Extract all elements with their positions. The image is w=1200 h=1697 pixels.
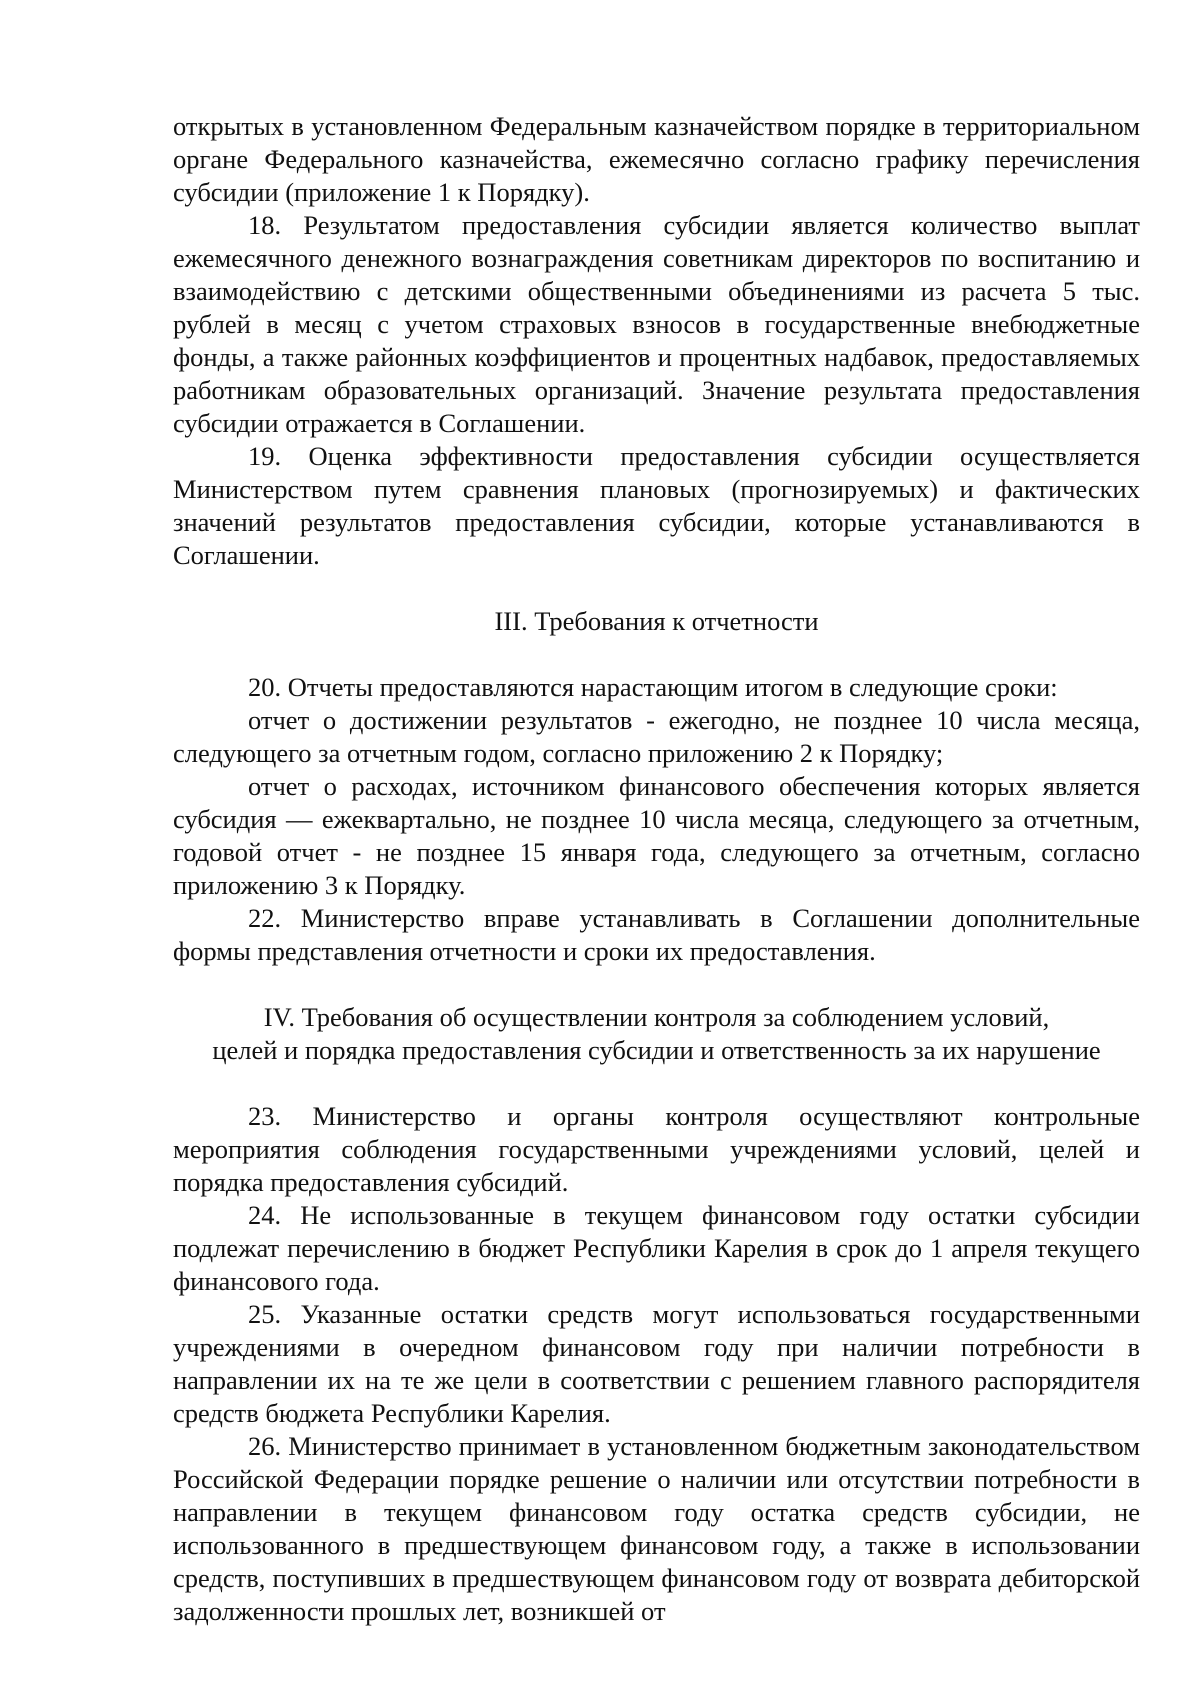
paragraph-19: 19. Оценка эффективности предоставления субсидии осуществляется Министерством путем сравнения плановых (прогнозируемых) и фактических значений результатов предоставления субсидии, которые устанавливаются в Соглашении. bbox=[173, 441, 1140, 570]
paragraph-25: 25. Указанные остатки средств могут использоваться государственными учреждениями в очередном финансовом году при наличии потребности в направлении их на те же цели в соответствии с решением главного распорядителя средств бюджета Республики Карелия. bbox=[173, 1299, 1140, 1428]
paragraph-18: 18. Результатом предоставления субсидии является количество выплат ежемесячного денежного вознаграждения советникам директоров по воспитанию и взаимодействию с детскими общественными объединениями из расчета 5 тыс. рублей в месяц с учетом страховых взносов в государственные внебюджетные фонды, а также районных коэффициентов и процентных надбавок, предоставляемых работникам образовательных организаций. Значение результата предоставления субсидии отражается в Соглашении. bbox=[173, 210, 1140, 438]
section-4-title bbox=[173, 1001, 1140, 1067]
spacer bbox=[173, 572, 1140, 605]
section-3-title: III. Требования к отчетности bbox=[494, 606, 819, 636]
paragraph-20: 20. Отчеты предоставляются нарастающим итогом в следующие сроки: bbox=[248, 672, 1058, 702]
paragraph-20-expenses-report: отчет о расходах, источником финансового обеспечения которых является субсидия — ежеквартально, не позднее 10 числа месяца, следующего за отчетным, годовой отчет - не позднее 15 января года, следующего за отчетным, согласно приложению 3 к Порядку. bbox=[173, 771, 1140, 900]
section-4-title-line-1: IV. Требования об осуществлении контроля за соблюдением условий, bbox=[263, 1002, 1050, 1032]
spacer bbox=[173, 968, 1140, 1001]
paragraph-23: 23. Министерство и органы контроля осуществляют контрольные мероприятия соблюдения государственными учреждениями условий, целей и порядка предоставления субсидий. bbox=[173, 1101, 1140, 1197]
spacer bbox=[173, 1067, 1140, 1100]
paragraph-20-results-report: отчет о достижении результатов - ежегодно, не позднее 10 числа месяца, следующего за отчетным годом, согласно приложению 2 к Порядку; bbox=[173, 705, 1140, 768]
paragraph-22: 22. Министерство вправе устанавливать в Соглашении дополнительные формы представления отчетности и сроки их предоставления. bbox=[173, 903, 1140, 966]
paragraph-continuation: открытых в установленном Федеральным казначейством порядке в территориальном органе Федерального казначейства, ежемесячно согласно графику перечисления субсидии (приложение 1 к Порядку). bbox=[173, 111, 1140, 207]
paragraph-26: 26. Министерство принимает в установленном бюджетным законодательством Российской Федерации порядке решение о наличии или отсутствии потребности в направлении в текущем финансовом году остатка средств субсидии, не использованного в предшествующем финансовом году, а также в использовании средств, поступивших в предшествующем финансовом году от возврата дебиторской задолженности прошлых лет, возникшей от bbox=[173, 1431, 1140, 1626]
paragraph-24: 24. Не использованные в текущем финансовом году остатки субсидии подлежат перечислению в бюджет Республики Карелия в срок до 1 апреля текущего финансового года. bbox=[173, 1200, 1140, 1296]
section-4-title-line-2: целей и порядка предоставления субсидии и ответственность за их нарушение bbox=[212, 1035, 1101, 1065]
spacer bbox=[173, 638, 1140, 671]
document-page bbox=[173, 110, 1140, 1628]
